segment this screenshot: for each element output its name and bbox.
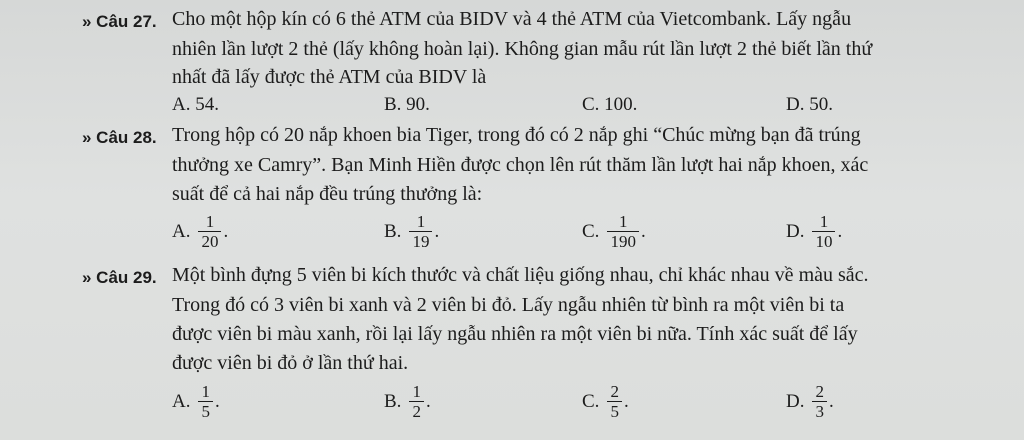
- question-29-option-d-fraction: [812, 382, 827, 421]
- option-period: .: [214, 390, 220, 412]
- question-28-option-c-letter: C.: [582, 220, 600, 242]
- question-29-line-2: Trong đó có 3 viên bi xanh và 2 viên bi đỏ. Lấy ngẫu nhiên từ bình ra một viên bi ta: [172, 294, 845, 316]
- question-29-option-b[interactable]: [384, 382, 431, 421]
- question-27-option-c[interactable]: C. 100.: [582, 94, 638, 115]
- question-27-option-d[interactable]: D. 50.: [786, 94, 833, 115]
- option-period: .: [640, 220, 646, 242]
- question-27-label: » Câu 27.: [82, 12, 157, 31]
- fraction-numerator: 1: [607, 212, 639, 232]
- question-28-option-c-fraction: [607, 212, 639, 251]
- question-28-option-a-fraction: [198, 212, 221, 251]
- option-period: .: [837, 220, 843, 242]
- question-28-line-3: suất để cả hai nắp đều trúng thưởng là:: [172, 183, 483, 205]
- question-28-option-c[interactable]: [582, 212, 646, 251]
- fraction-denominator: 190: [610, 232, 636, 251]
- question-29-option-a-fraction: [198, 382, 213, 421]
- fraction-numerator: 1: [198, 382, 213, 402]
- option-period: .: [828, 390, 834, 412]
- question-28-option-d-fraction: [812, 212, 835, 251]
- question-28-option-a-letter: A.: [172, 220, 191, 242]
- fraction-denominator: 3: [815, 402, 824, 421]
- question-27-line-2: nhiên lần lượt 2 thẻ (lấy không hoàn lại). Không gian mẫu rút lần lượt 2 thẻ biết lần thứ: [172, 38, 873, 60]
- fraction-numerator: 2: [812, 382, 827, 402]
- question-29-option-b-fraction: [409, 382, 424, 421]
- question-29-option-d[interactable]: [786, 382, 834, 421]
- option-period: .: [425, 390, 431, 412]
- question-27-line-3: nhất đã lấy được thẻ ATM của BIDV là: [172, 66, 487, 88]
- question-29-option-c-letter: C.: [582, 390, 600, 412]
- question-29-option-c-fraction: [607, 382, 622, 421]
- question-28-option-b[interactable]: [384, 212, 439, 251]
- question-29-option-c[interactable]: [582, 382, 629, 421]
- question-29-line-1: Một bình đựng 5 viên bi kích thước và chất liệu giống nhau, chỉ khác nhau về màu sắc.: [172, 264, 869, 286]
- question-28-line-1: Trong hộp có 20 nắp khoen bia Tiger, trong đó có 2 nắp ghi “Chúc mừng bạn đã trúng: [172, 124, 861, 146]
- fraction-denominator: 5: [201, 402, 210, 421]
- question-29-label: » Câu 29.: [82, 268, 157, 287]
- question-29-line-4: được viên bi đỏ ở lần thứ hai.: [172, 352, 409, 374]
- fraction-denominator: 20: [201, 232, 219, 251]
- question-29-option-b-letter: B.: [384, 390, 402, 412]
- question-29-options: [0, 382, 1024, 428]
- question-28-option-d[interactable]: [786, 212, 842, 251]
- question-28-line-2: thưởng xe Camry”. Bạn Minh Hiền được chọn lên rút thăm lần lượt hai nắp khoen, xác: [172, 154, 869, 176]
- fraction-denominator: 10: [815, 232, 833, 251]
- question-29-option-a[interactable]: [172, 382, 220, 421]
- option-period: .: [434, 220, 440, 242]
- question-28-option-b-letter: B.: [384, 220, 402, 242]
- option-period: .: [623, 390, 629, 412]
- fraction-denominator: 19: [412, 232, 430, 251]
- fraction-denominator: 2: [412, 402, 421, 421]
- fraction-numerator: 1: [198, 212, 221, 232]
- question-29-option-a-letter: A.: [172, 390, 191, 412]
- question-29-option-d-letter: D.: [786, 390, 805, 412]
- fraction-denominator: 5: [610, 402, 619, 421]
- question-28-label: » Câu 28.: [82, 128, 157, 147]
- question-27-option-b[interactable]: B. 90.: [384, 94, 430, 115]
- question-28-option-b-fraction: [409, 212, 432, 251]
- fraction-numerator: 1: [409, 382, 424, 402]
- question-28-option-a[interactable]: [172, 212, 228, 251]
- question-29-line-3: được viên bi màu xanh, rồi lại lấy ngẫu nhiên ra một viên bi nữa. Tính xác suất để lấy: [172, 323, 858, 345]
- fraction-numerator: 2: [607, 382, 622, 402]
- fraction-numerator: 1: [812, 212, 835, 232]
- question-28-option-d-letter: D.: [786, 220, 805, 242]
- question-28-options: [0, 212, 1024, 258]
- question-27-option-a[interactable]: A. 54.: [172, 94, 219, 115]
- option-period: .: [223, 220, 229, 242]
- fraction-numerator: 1: [409, 212, 432, 232]
- question-27-line-1: Cho một hộp kín có 6 thẻ ATM của BIDV và 4 thẻ ATM của Vietcombank. Lấy ngẫu: [172, 8, 852, 30]
